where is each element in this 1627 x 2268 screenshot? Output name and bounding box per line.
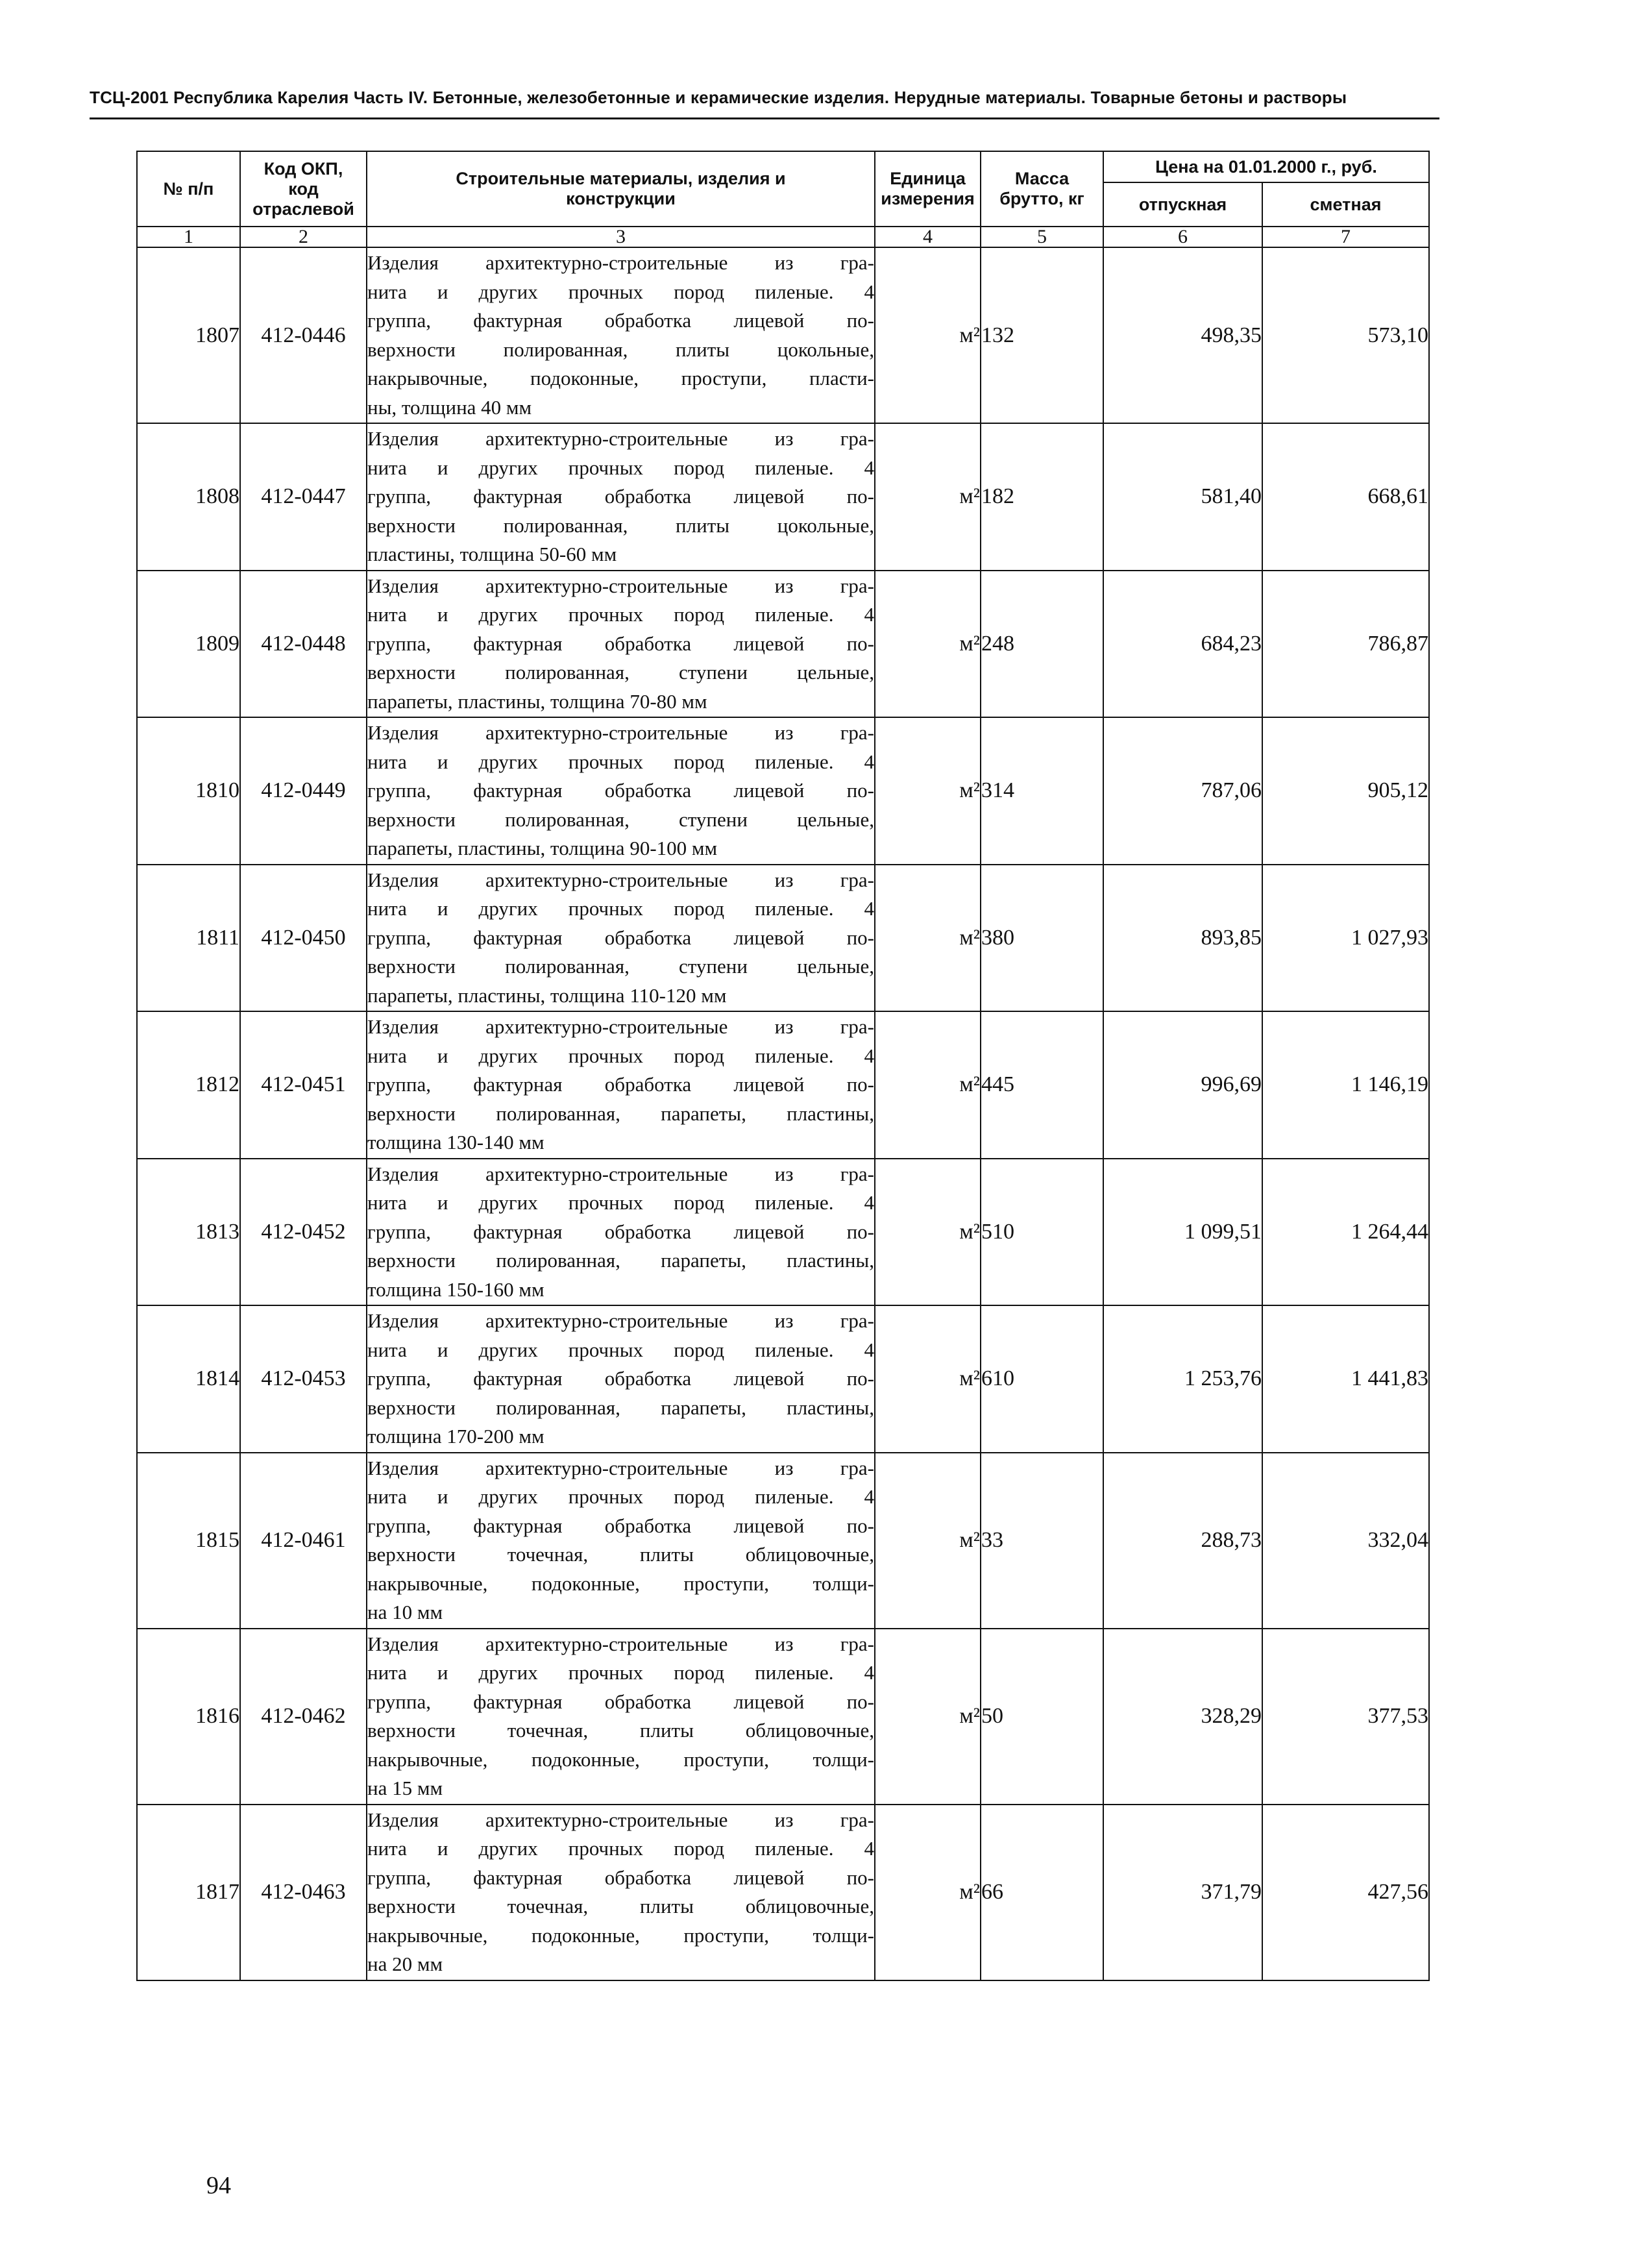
column-number-row: [137, 227, 1429, 247]
okp-code: 412-0448: [240, 571, 367, 718]
okp-code: 412-0453: [240, 1305, 367, 1453]
description-line: Изделия архитектурно-строительные из гра-: [367, 1632, 874, 1655]
unit-of-measure: м²: [875, 1159, 981, 1306]
col-header-okp-line2: код: [288, 179, 319, 199]
unit-of-measure: м²: [875, 1805, 981, 1980]
okp-code: 412-0451: [240, 1011, 367, 1159]
gross-mass: 66: [981, 1805, 1103, 1980]
description-line: верхности полированная, парапеты, пластины,: [367, 1396, 874, 1419]
price-estimate: 1 264,44: [1262, 1159, 1429, 1306]
description-line: нита и других прочных пород пиленые. 4: [367, 603, 874, 626]
unit-of-measure: м²: [875, 571, 981, 718]
unit-of-measure: м²: [875, 1629, 981, 1805]
col-header-mass-line1: Масса: [1014, 169, 1070, 188]
description-line: верхности полированная, плиты цокольные,: [367, 513, 874, 537]
price-release: 498,35: [1103, 247, 1262, 423]
material-description: [367, 865, 875, 1012]
description-line: группа, фактурная обработка лицевой по-: [367, 1866, 874, 1889]
description-line: верхности точечная, плиты облицовочные,: [367, 1895, 874, 1917]
col-header-num: № п/п: [137, 151, 240, 227]
price-release: 581,40: [1103, 423, 1262, 571]
description-line: Изделия архитектурно-строительные из гра-: [367, 1162, 874, 1185]
description-line: нита и других прочных пород пиленые. 4: [367, 1338, 874, 1361]
table-row: [137, 1305, 1429, 1453]
description-line: накрывочные, подоконные, проступи, толщи-: [367, 1747, 874, 1771]
gross-mass: 445: [981, 1011, 1103, 1159]
row-number: 1815: [137, 1453, 240, 1629]
material-description: [367, 717, 875, 865]
page-header: ТСЦ-2001 Республика Карелия Часть IV. Бетонные, железобетонные и керамические изделия. Нерудные материалы. Товарные бетоны и растворы: [90, 88, 1347, 107]
price-estimate: 668,61: [1262, 423, 1429, 571]
okp-code: 412-0450: [240, 865, 367, 1012]
description-line: нита и других прочных пород пиленые. 4: [367, 1837, 874, 1860]
description-line: толщина 130-140 мм: [367, 1131, 544, 1153]
price-release: 1 253,76: [1103, 1305, 1262, 1453]
unit-of-measure: м²: [875, 423, 981, 571]
row-number: 1807: [137, 247, 240, 423]
unit-of-measure: м²: [875, 717, 981, 865]
price-estimate: 573,10: [1262, 247, 1429, 423]
price-estimate: 377,53: [1262, 1629, 1429, 1805]
description-line: толщина 170-200 мм: [367, 1425, 544, 1448]
description-line: верхности полированная, парапеты, пластины,: [367, 1102, 874, 1125]
description-line: парапеты, пластины, толщина 110-120 мм: [367, 983, 727, 1007]
material-description: [367, 1629, 875, 1805]
gross-mass: 610: [981, 1305, 1103, 1453]
description-line: группа, фактурная обработка лицевой по-: [367, 1073, 874, 1096]
price-release: 787,06: [1103, 717, 1262, 865]
description-line: группа, фактурная обработка лицевой по-: [367, 632, 874, 655]
description-line: верхности точечная, плиты облицовочные,: [367, 1543, 874, 1566]
column-number: 1: [137, 227, 240, 247]
material-description: [367, 1305, 875, 1453]
unit-of-measure: м²: [875, 1453, 981, 1629]
row-number: 1813: [137, 1159, 240, 1306]
row-number: 1810: [137, 717, 240, 865]
table-row: [137, 1805, 1429, 1980]
okp-code: 412-0452: [240, 1159, 367, 1306]
description-line: Изделия архитектурно-строительные из гра-: [367, 721, 874, 744]
page-number: 94: [206, 2172, 231, 2199]
description-line: накрывочные, подоконные, проступи, пласти-: [367, 367, 874, 389]
unit-of-measure: м²: [875, 1305, 981, 1453]
table-row: [137, 1159, 1429, 1306]
row-number: 1814: [137, 1305, 240, 1453]
description-line: на 20 мм: [367, 1953, 443, 1975]
description-line: группа, фактурная обработка лицевой по-: [367, 1367, 874, 1390]
row-number: 1808: [137, 423, 240, 571]
table-row: [137, 865, 1429, 1012]
description-line: нита и других прочных пород пиленые. 4: [367, 1661, 874, 1684]
description-line: верхности полированная, ступени цельные,: [367, 807, 874, 831]
row-number: 1812: [137, 1011, 240, 1159]
unit-of-measure: м²: [875, 1011, 981, 1159]
description-line: нита и других прочных пород пиленые. 4: [367, 1191, 874, 1214]
row-number: 1811: [137, 865, 240, 1012]
description-line: группа, фактурная обработка лицевой по-: [367, 779, 874, 802]
price-estimate: 1 441,83: [1262, 1305, 1429, 1453]
description-line: Изделия архитектурно-строительные из гра-: [367, 1456, 874, 1479]
gross-mass: 33: [981, 1453, 1103, 1629]
okp-code: 412-0462: [240, 1629, 367, 1805]
description-line: нита и других прочных пород пиленые. 4: [367, 456, 874, 479]
description-line: группа, фактурная обработка лицевой по-: [367, 1690, 874, 1713]
gross-mass: 248: [981, 571, 1103, 718]
okp-code: 412-0446: [240, 247, 367, 423]
price-release: 328,29: [1103, 1629, 1262, 1805]
gross-mass: 510: [981, 1159, 1103, 1306]
col-header-unit-line2: измерения: [881, 189, 975, 208]
unit-of-measure: м²: [875, 247, 981, 423]
material-description: [367, 571, 875, 718]
price-estimate: 1 027,93: [1262, 865, 1429, 1012]
col-header-unit: [875, 151, 981, 227]
description-line: группа, фактурная обработка лицевой по-: [367, 926, 874, 949]
description-line: нита и других прочных пород пиленые. 4: [367, 280, 874, 303]
table-row: [137, 717, 1429, 865]
material-description: [367, 247, 875, 423]
col-header-name: [367, 151, 875, 227]
col-header-name-line2: конструкции: [566, 189, 676, 208]
description-line: Изделия архитектурно-строительные из гра-: [367, 251, 874, 274]
column-number: 4: [875, 227, 981, 247]
row-number: 1809: [137, 571, 240, 718]
description-line: парапеты, пластины, толщина 90-100 мм: [367, 837, 718, 859]
description-line: нита и других прочных пород пиленые. 4: [367, 750, 874, 773]
price-estimate: 786,87: [1262, 571, 1429, 718]
row-number: 1817: [137, 1805, 240, 1980]
col-header-price-release: отпускная: [1103, 182, 1262, 227]
table-row: [137, 1453, 1429, 1629]
price-release: 996,69: [1103, 1011, 1262, 1159]
description-line: на 10 мм: [367, 1601, 443, 1623]
description-line: нита и других прочных пород пиленые. 4: [367, 1044, 874, 1067]
gross-mass: 132: [981, 247, 1103, 423]
price-release: 1 099,51: [1103, 1159, 1262, 1306]
gross-mass: 182: [981, 423, 1103, 571]
description-line: пластины, толщина 50-60 мм: [367, 543, 617, 565]
price-table: [136, 151, 1430, 1981]
material-description: [367, 1453, 875, 1629]
description-line: группа, фактурная обработка лицевой по-: [367, 309, 874, 332]
price-release: 288,73: [1103, 1453, 1262, 1629]
description-line: Изделия архитектурно-строительные из гра-: [367, 574, 874, 597]
description-line: парапеты, пластины, толщина 70-80 мм: [367, 689, 707, 713]
material-description: [367, 1805, 875, 1980]
description-line: нита и других прочных пород пиленые. 4: [367, 1485, 874, 1508]
material-description: [367, 1011, 875, 1159]
description-line: Изделия архитектурно-строительные из гра-: [367, 1808, 874, 1831]
description-line: нита и других прочных пород пиленые. 4: [367, 897, 874, 920]
description-line: Изделия архитектурно-строительные из гра-: [367, 427, 874, 450]
column-number: 7: [1262, 227, 1429, 247]
description-line: верхности полированная, ступени цельные,: [367, 661, 874, 684]
header-divider: [90, 117, 1439, 119]
material-description: [367, 423, 875, 571]
unit-of-measure: м²: [875, 865, 981, 1012]
description-line: на 15 мм: [367, 1777, 443, 1799]
column-number: 6: [1103, 227, 1262, 247]
okp-code: 412-0463: [240, 1805, 367, 1980]
material-description: [367, 1159, 875, 1306]
description-line: толщина 150-160 мм: [367, 1277, 544, 1301]
gross-mass: 314: [981, 717, 1103, 865]
price-estimate: 332,04: [1262, 1453, 1429, 1629]
table-row: [137, 247, 1429, 423]
col-header-okp: [240, 151, 367, 227]
col-header-mass-line2: брутто, кг: [999, 189, 1084, 208]
col-header-name-line1: Строительные материалы, изделия и: [456, 169, 786, 188]
col-header-okp-line3: отраслевой: [252, 199, 354, 219]
description-line: группа, фактурная обработка лицевой по-: [367, 1220, 874, 1243]
okp-code: 412-0449: [240, 717, 367, 865]
col-header-price-estimate: сметная: [1262, 182, 1429, 227]
column-number: 3: [367, 227, 875, 247]
description-line: группа, фактурная обработка лицевой по-: [367, 485, 874, 508]
okp-code: 412-0447: [240, 423, 367, 571]
description-line: группа, фактурная обработка лицевой по-: [367, 1514, 874, 1537]
description-line: верхности полированная, плиты цокольные,: [367, 338, 874, 361]
price-estimate: 905,12: [1262, 717, 1429, 865]
price-estimate: 427,56: [1262, 1805, 1429, 1980]
description-line: Изделия архитектурно-строительные из гра-: [367, 1309, 874, 1332]
column-number: 5: [981, 227, 1103, 247]
table-body: [137, 247, 1429, 1980]
description-line: накрывочные, подоконные, проступи, толщи-: [367, 1572, 874, 1595]
description-line: Изделия архитектурно-строительные из гра-: [367, 868, 874, 891]
description-line: Изделия архитектурно-строительные из гра-: [367, 1015, 874, 1038]
table-row: [137, 1011, 1429, 1159]
price-release: 684,23: [1103, 571, 1262, 718]
price-estimate: 1 146,19: [1262, 1011, 1429, 1159]
table-row: [137, 1629, 1429, 1805]
table-row: [137, 571, 1429, 718]
price-release: 371,79: [1103, 1805, 1262, 1980]
gross-mass: 380: [981, 865, 1103, 1012]
row-number: 1816: [137, 1629, 240, 1805]
column-number: 2: [240, 227, 367, 247]
col-header-mass: [981, 151, 1103, 227]
col-header-unit-line1: Единица: [890, 169, 966, 188]
description-line: верхности полированная, парапеты, пластины,: [367, 1249, 874, 1272]
gross-mass: 50: [981, 1629, 1103, 1805]
table-row: [137, 423, 1429, 571]
description-line: верхности полированная, ступени цельные,: [367, 955, 874, 978]
col-header-okp-line1: Код ОКП,: [263, 158, 343, 179]
description-line: накрывочные, подоконные, проступи, толщи-: [367, 1923, 874, 1947]
col-header-price-group: Цена на 01.01.2000 г., руб.: [1103, 151, 1429, 182]
description-line: ны, толщина 40 мм: [367, 395, 532, 419]
price-release: 893,85: [1103, 865, 1262, 1012]
description-line: верхности точечная, плиты облицовочные,: [367, 1719, 874, 1742]
okp-code: 412-0461: [240, 1453, 367, 1629]
